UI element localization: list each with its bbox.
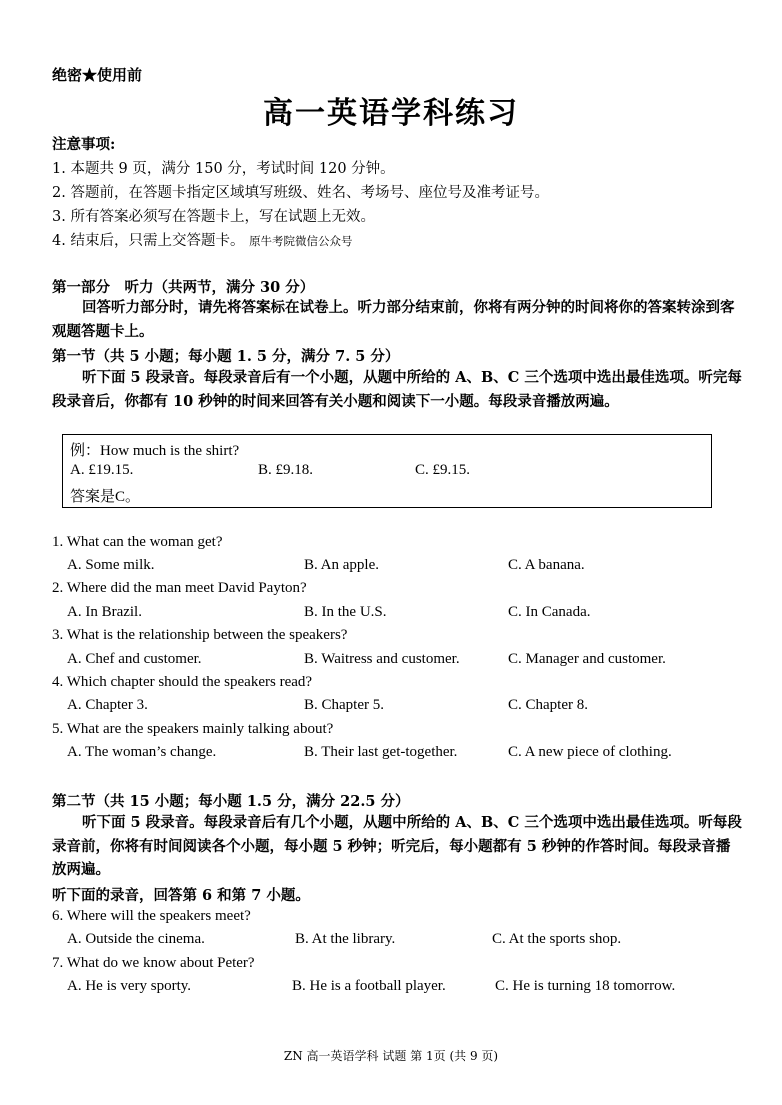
option-b: B. In the U.S. — [304, 604, 387, 620]
section1-instruction: 听下面 5 段录音。每段录音后有一个小题，从题中所给的 A、B、C 三个选项中选出最佳选项。听完每段录音后，你都有 10 秒钟的时间来回答有关小题和阅读下一小题。每段录音播放两遍。 — [52, 369, 742, 410]
note-item-text: 4. 结束后，只需上交答题卡。 — [52, 233, 245, 249]
option-c: C. Chapter 8. — [508, 697, 588, 713]
page-title: 高一英语学科练习 — [263, 96, 519, 131]
option-c: C. In Canada. — [508, 604, 591, 620]
question-stem: 7. What do we know about Peter? — [52, 955, 255, 971]
confidential-label: 绝密★使用前 — [52, 66, 143, 84]
watermark-text: 原牛考院微信公众号 — [249, 234, 353, 248]
option-c: C. At the sports shop. — [492, 931, 622, 947]
option-a: A. Some milk. — [67, 557, 155, 573]
option-b: B. At the library. — [295, 931, 396, 947]
option-c: C. A new piece of clothing. — [508, 744, 672, 760]
option-a: A. Outside the cinema. — [67, 931, 205, 947]
section2-heading: 第二节（共 15 小题；每小题 1.5 分，满分 22.5 分） — [52, 793, 410, 810]
option-c: C. A banana. — [508, 557, 585, 573]
section2-instruction: 听下面 5 段录音。每段录音后有几个小题，从题中所给的 A、B、C 三个选项中选出最佳选项。听每段录音前，你将有时间阅读各个小题，每小题 5 秒钟；听完后，每小题都有 5 秒钟的作答时间。每段录音播放两遍。 — [52, 814, 742, 878]
question-stem: 1. What can the woman get? — [52, 534, 223, 550]
example-option-a: A. £19.15. — [70, 462, 134, 478]
option-a: A. Chef and customer. — [67, 651, 202, 667]
option-a: A. Chapter 3. — [67, 697, 148, 713]
notes-heading: 注意事项: — [52, 136, 116, 153]
part1-instruction: 回答听力部分时，请先将答案标在试卷上。听力部分结束前，你将有两分钟的时间将你的答案转涂到客观题答题卡上。 — [52, 299, 735, 340]
option-b: B. Their last get-together. — [304, 744, 458, 760]
option-b: B. He is a football player. — [292, 978, 446, 994]
option-c: C. He is turning 18 tomorrow. — [495, 978, 676, 994]
section2-subheading: 听下面的录音，回答第 6 和第 7 小题。 — [52, 887, 310, 904]
option-a: A. He is very sporty. — [67, 978, 192, 994]
question-stem: 2. Where did the man meet David Payton? — [52, 580, 307, 596]
option-b: B. An apple. — [304, 557, 379, 573]
question-stem: 4. Which chapter should the speakers read? — [52, 674, 313, 690]
example-option-b: B. £9.18. — [258, 462, 314, 478]
option-a: A. The woman’s change. — [67, 744, 217, 760]
question-stem: 3. What is the relationship between the speakers? — [52, 627, 348, 643]
question-stem: 6. Where will the speakers meet? — [52, 908, 251, 924]
question-stem: 5. What are the speakers mainly talking about? — [52, 721, 334, 737]
option-a: A. In Brazil. — [67, 604, 142, 620]
example-question: 例：How much is the shirt? — [70, 443, 240, 459]
page-footer: ZN 高一英语学科 试题 第 1页 (共 9 页) — [283, 1049, 499, 1063]
note-item: 3. 所有答案必须写在答题卡上，写在试题上无效。 — [52, 209, 375, 225]
note-item: 1. 本题共 9 页，满分 150 分，考试时间 120 分钟。 — [52, 161, 395, 177]
note-item — [52, 229, 353, 250]
option-c: C. Manager and customer. — [508, 651, 666, 667]
note-item: 2. 答题前，在答题卡指定区域填写班级、姓名、考场号、座位号及准考证号。 — [52, 185, 549, 201]
option-b: B. Waitress and customer. — [304, 651, 460, 667]
part1-heading: 第一部分 听力（共两节，满分 30 分） — [52, 279, 315, 296]
example-option-c: C. £9.15. — [415, 462, 471, 478]
section1-heading: 第一节（共 5 小题；每小题 1. 5 分，满分 7. 5 分） — [52, 348, 400, 365]
example-answer: 答案是C。 — [70, 489, 141, 505]
option-b: B. Chapter 5. — [304, 697, 384, 713]
